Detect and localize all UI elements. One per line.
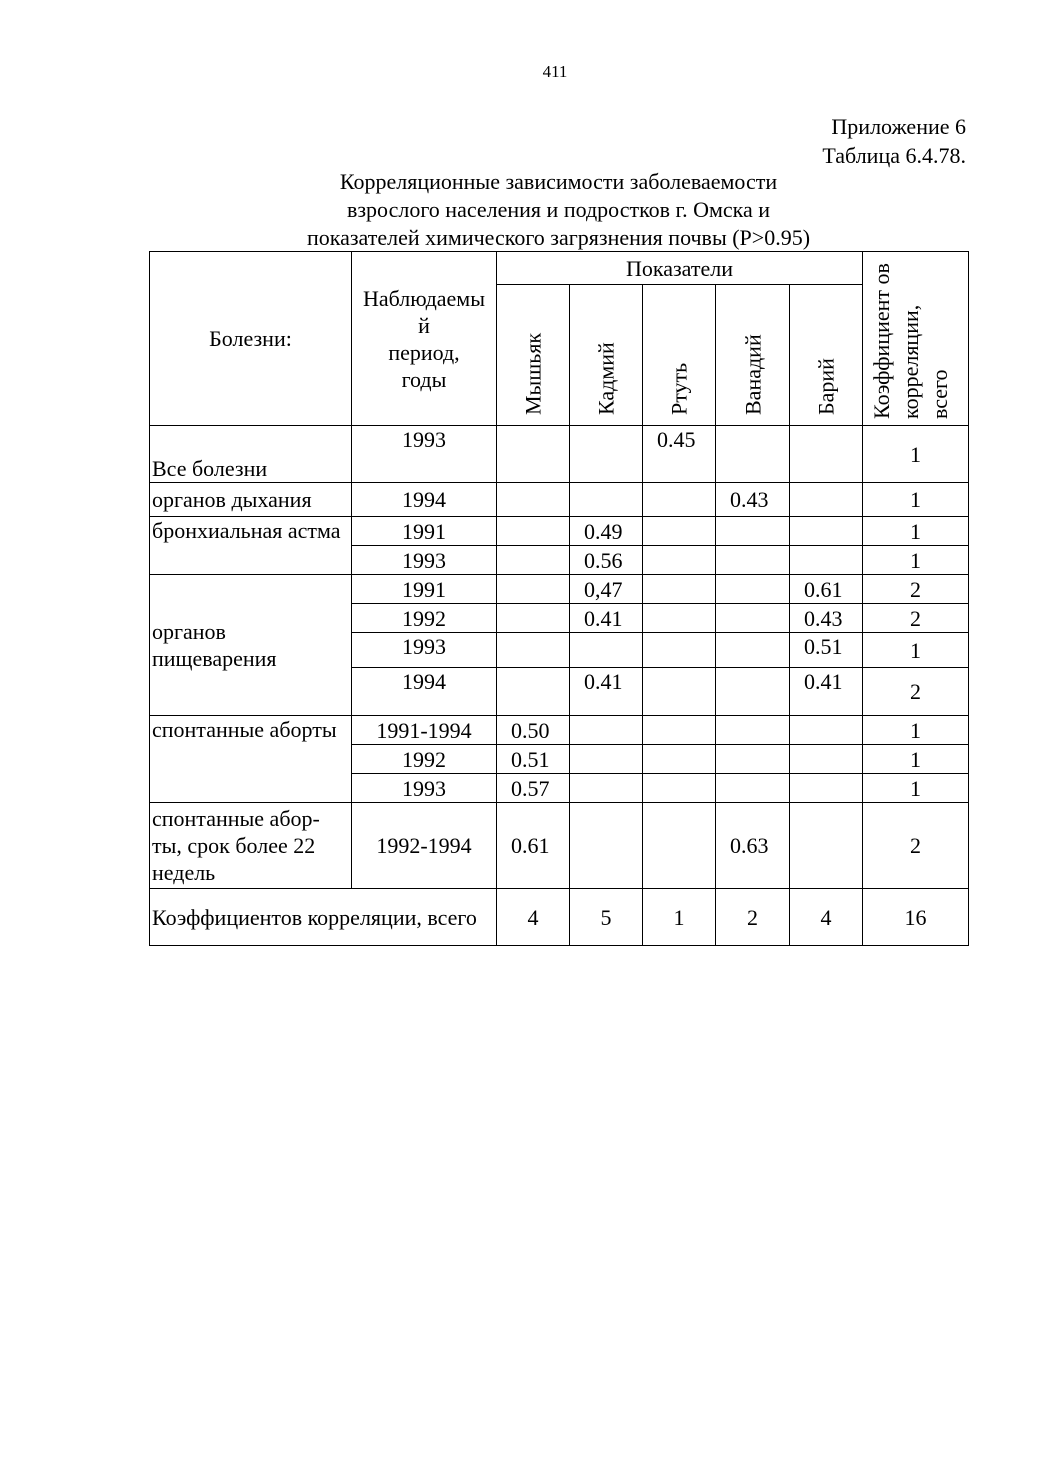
year-cell: 1991-1994: [352, 716, 497, 745]
vanadium-cell: [716, 668, 790, 716]
header-period-line-1: Наблюдаемы: [362, 285, 486, 311]
year-cell: 1993: [352, 426, 497, 483]
barium-cell: [790, 426, 863, 483]
total-total-cell: 16: [863, 889, 969, 946]
header-barium: [790, 285, 863, 426]
barium-cell: [790, 745, 863, 774]
header-barium-text: Барий: [813, 358, 839, 415]
mercury-cell: [643, 668, 716, 716]
total-row: [150, 889, 969, 946]
total-barium-cell: 4: [790, 889, 863, 946]
total-cell: 1: [863, 716, 969, 745]
vanadium-cell: [716, 604, 790, 633]
caption-line-1: Корреляционные зависимости заболеваемости: [339, 169, 778, 194]
header-mercury: [643, 285, 716, 426]
header-total-text: Коэффициент ов корреляции, всего: [869, 262, 952, 419]
vanadium-cell: [716, 774, 790, 803]
total-arsenic-cell: 4: [497, 889, 570, 946]
year-cell: 1993: [352, 633, 497, 668]
total-cell: 2: [863, 575, 969, 604]
year-cell: 1991: [352, 575, 497, 604]
total-vanadium-cell: 2: [716, 889, 790, 946]
caption-line-3: показателей химического загрязнения почвы (Р>0.95): [306, 225, 811, 250]
table-row: [150, 426, 969, 483]
arsenic-cell: 0.50: [497, 716, 570, 745]
arsenic-cell: [497, 517, 570, 546]
header-vanadium: [716, 285, 790, 426]
total-mercury-cell: 1: [643, 889, 716, 946]
disease-cell: Все болезни: [150, 426, 352, 483]
header-disease: Болезни:: [150, 252, 352, 426]
disease-cell: органов дыхания: [150, 483, 352, 517]
cadmium-cell: [570, 716, 643, 745]
year-cell: 1993: [352, 546, 497, 575]
vanadium-cell: [716, 633, 790, 668]
caption-line-2: взрослого населения и подростков г. Омска и: [346, 197, 771, 222]
disease-cell: бронхиальная астма: [150, 517, 352, 575]
cadmium-cell: 0.49: [570, 517, 643, 546]
total-cell: 1: [863, 633, 969, 668]
header-mercury-text: Ртуть: [666, 362, 692, 415]
barium-cell: 0.41: [790, 668, 863, 716]
header-vanadium-text: Ванадий: [740, 334, 765, 415]
year-cell: 1994: [352, 668, 497, 716]
arsenic-cell: [497, 604, 570, 633]
barium-cell: 0.61: [790, 575, 863, 604]
total-cell: 1: [863, 483, 969, 517]
arsenic-cell: [497, 426, 570, 483]
mercury-cell: [643, 745, 716, 774]
cadmium-cell: [570, 483, 643, 517]
arsenic-cell: [497, 575, 570, 604]
header-period-line-2: й: [418, 312, 430, 338]
total-cell: 2: [863, 604, 969, 633]
total-cell: 1: [863, 517, 969, 546]
total-cell: 1: [863, 546, 969, 575]
header-period: [352, 252, 497, 426]
barium-cell: 0.43: [790, 604, 863, 633]
mercury-cell: [643, 546, 716, 575]
vanadium-cell: [716, 745, 790, 774]
total-cadmium-cell: 5: [570, 889, 643, 946]
vanadium-cell: [716, 517, 790, 546]
year-cell: 1992-1994: [352, 803, 497, 889]
cadmium-cell: [570, 803, 643, 889]
vanadium-cell: 0.63: [716, 803, 790, 889]
arsenic-cell: 0.57: [497, 774, 570, 803]
vanadium-cell: [716, 716, 790, 745]
header-row-1: [150, 252, 969, 285]
mercury-cell: [643, 604, 716, 633]
page-number: 411: [542, 62, 568, 81]
total-cell: 1: [863, 774, 969, 803]
cadmium-cell: 0.56: [570, 546, 643, 575]
table-caption: [150, 168, 967, 252]
table-number: Таблица 6.4.78.: [822, 143, 966, 168]
mercury-cell: [643, 575, 716, 604]
barium-cell: [790, 483, 863, 517]
disease-cell: спонтанные абор-ты, срок более 22 недель: [150, 803, 352, 889]
header-period-line-3: период,: [388, 339, 460, 365]
total-cell: 2: [863, 668, 969, 716]
cadmium-cell: 0.41: [570, 604, 643, 633]
vanadium-cell: 0.43: [716, 483, 790, 517]
vanadium-cell: [716, 546, 790, 575]
year-cell: 1993: [352, 774, 497, 803]
mercury-cell: [643, 483, 716, 517]
cadmium-cell: [570, 633, 643, 668]
barium-cell: [790, 517, 863, 546]
appendix-label: Приложение 6: [831, 114, 966, 139]
disease-cell: спонтанные аборты: [150, 716, 352, 803]
table-row: [150, 483, 969, 517]
total-cell: 1: [863, 745, 969, 774]
table-row: [150, 716, 969, 745]
cadmium-cell: 0,47: [570, 575, 643, 604]
arsenic-cell: 0.61: [497, 803, 570, 889]
header-period-line-4: годы: [401, 366, 447, 392]
table-row: [150, 803, 969, 889]
correlation-table: [149, 251, 969, 946]
header-indicators: Показатели: [497, 252, 863, 285]
year-cell: 1992: [352, 745, 497, 774]
header-arsenic-text: Мышьяк: [520, 332, 546, 415]
disease-cell: органов пищеварения: [150, 575, 352, 716]
cadmium-cell: 0.41: [570, 668, 643, 716]
arsenic-cell: [497, 668, 570, 716]
year-cell: 1992: [352, 604, 497, 633]
barium-cell: [790, 774, 863, 803]
barium-cell: [790, 716, 863, 745]
header-cadmium: [570, 285, 643, 426]
mercury-cell: [643, 517, 716, 546]
vanadium-cell: [716, 575, 790, 604]
appendix-header: [822, 112, 966, 170]
mercury-cell: [643, 633, 716, 668]
arsenic-cell: [497, 546, 570, 575]
header-total: [863, 252, 969, 426]
barium-cell: [790, 546, 863, 575]
year-cell: 1994: [352, 483, 497, 517]
barium-cell: 0.51: [790, 633, 863, 668]
mercury-cell: [643, 803, 716, 889]
vanadium-cell: [716, 426, 790, 483]
barium-cell: [790, 803, 863, 889]
arsenic-cell: [497, 633, 570, 668]
cadmium-cell: [570, 426, 643, 483]
mercury-cell: [643, 774, 716, 803]
total-cell: 1: [863, 426, 969, 483]
total-row-label: Коэффициентов корреляции, всего: [150, 889, 497, 946]
arsenic-cell: 0.51: [497, 745, 570, 774]
mercury-cell: [643, 716, 716, 745]
mercury-cell: 0.45: [643, 426, 716, 483]
year-cell: 1991: [352, 517, 497, 546]
table-row: [150, 517, 969, 546]
header-arsenic: [497, 285, 570, 426]
table-row: [150, 575, 969, 604]
total-cell: 2: [863, 803, 969, 889]
arsenic-cell: [497, 483, 570, 517]
cadmium-cell: [570, 774, 643, 803]
header-cadmium-text: Кадмий: [593, 342, 619, 415]
cadmium-cell: [570, 745, 643, 774]
